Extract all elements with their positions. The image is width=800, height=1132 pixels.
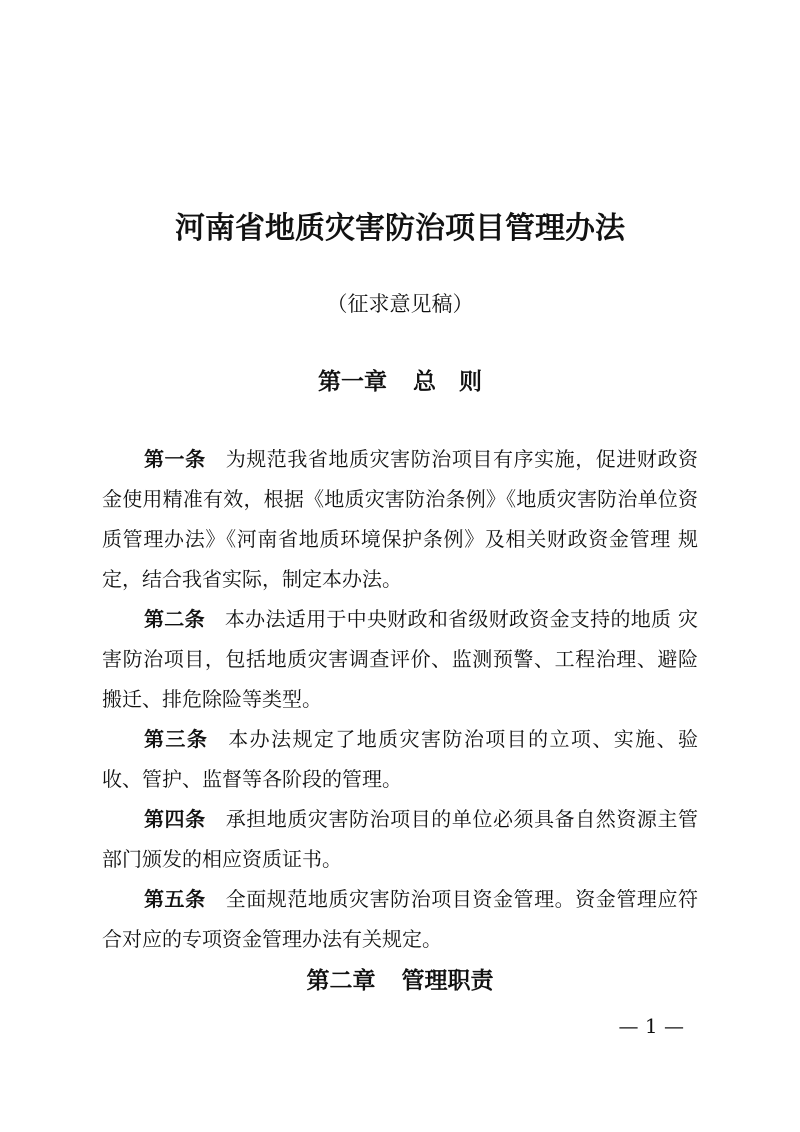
chapter-heading-1 (0, 366, 800, 398)
article-text: 本办法规定了地质灾害防治项目的立项、实施、验收、管护、监督等各阶段的管理。 (102, 727, 698, 791)
chapter-name: 总 则 (413, 368, 482, 395)
article-number: 第一条 (144, 447, 206, 471)
chapter-name: 管理职责 (401, 967, 494, 994)
article-text: 全面规范地质灾害防治项目资金管理。资金管理应符合对应的专项资金管理办法有关规定。 (102, 887, 699, 951)
article-4 (102, 799, 698, 879)
chapter-label: 第二章 (306, 967, 376, 994)
article-1 (102, 439, 698, 599)
article-number: 第二条 (144, 607, 205, 631)
article-text: 承担地质灾害防治项目的单位必须具备自然资源主管部门颁发的相应资质证书。 (102, 807, 699, 871)
chapter-label: 第一章 (318, 368, 387, 395)
article-5 (102, 879, 698, 959)
article-3 (102, 719, 698, 799)
article-text: 本办法适用于中央财政和省级财政资金支持的地质 灾害防治项目，包括地质灾害调查评价、监测预警、工程治理、避险搬迁、排危除险等类型。 (102, 607, 699, 711)
article-number: 第三条 (144, 727, 209, 751)
article-number: 第四条 (144, 807, 206, 831)
document-subtitle: （征求意见稿） (326, 292, 474, 316)
article-number: 第五条 (144, 887, 206, 911)
page-number: — 1 — (618, 1014, 684, 1038)
article-text: 为规范我省地质灾害防治项目有序实施，促进财政资金使用精准有效，根据《地质灾害防治条例》《地质灾害防治单位资质管理办法》《河南省地质环境保护条例》及相关财政资金管理 规定，结合我省实际，制定本办法。 (102, 447, 699, 591)
article-2 (102, 599, 698, 719)
chapter-heading-2 (0, 965, 800, 997)
document-title: 河南省地质灾害防治项目管理办法 (175, 211, 625, 246)
